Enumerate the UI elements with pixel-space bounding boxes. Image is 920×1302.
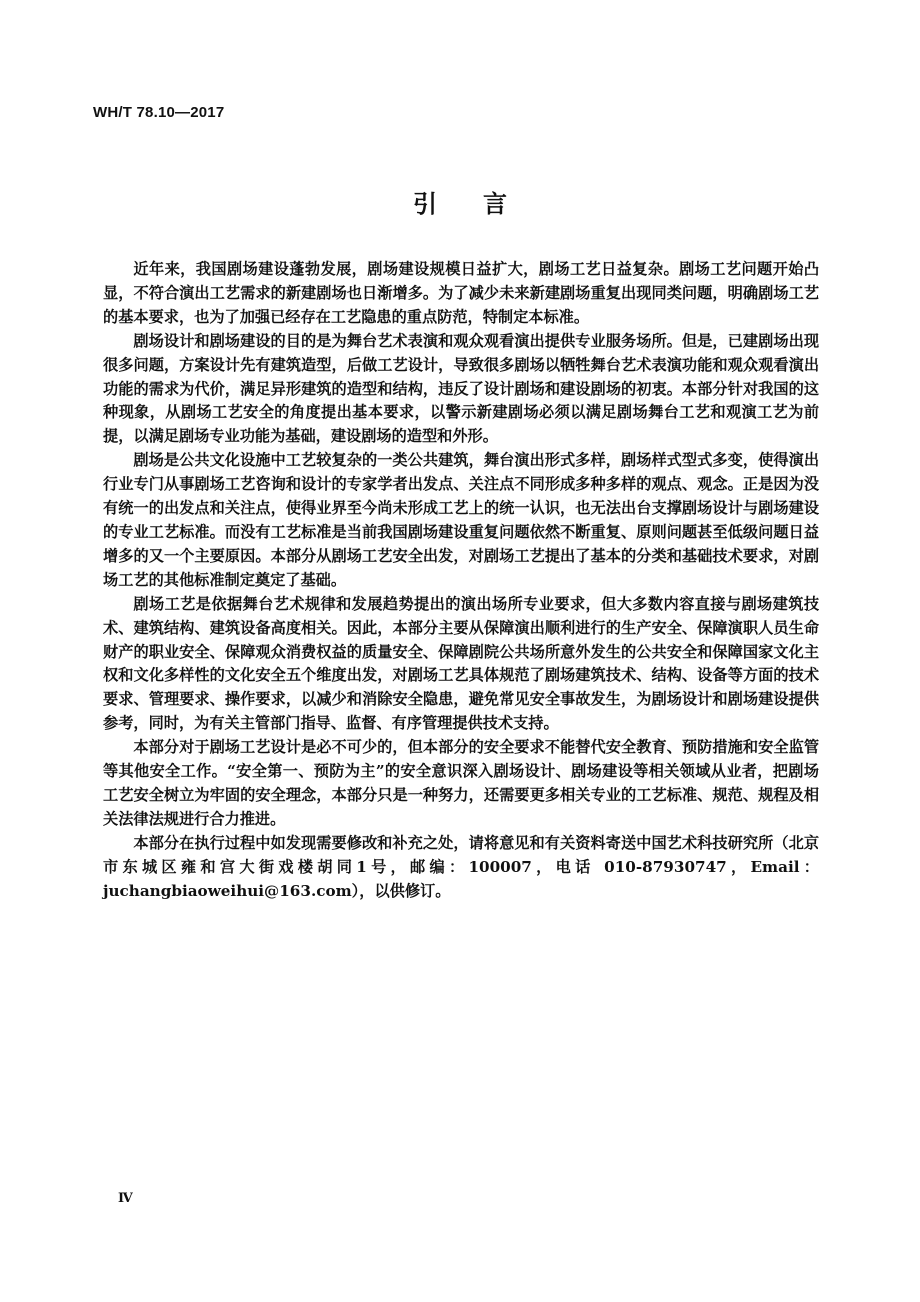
paragraph-6: 本部分在执行过程中如发现需要修改和补充之处，请将意见和有关资料寄送中国艺术科技研究所（北京市东城区雍和宫大街戏楼胡同1号，邮编：100007，电话 010-87930747，Email：juchangbiaoweihui@163.com），以供修订。 <box>103 833 819 900</box>
paragraph-4: 剧场工艺是依据舞台艺术规律和发展趋势提出的演出场所专业要求，但大多数内容直接与剧场建筑技术、建筑结构、建筑设备高度相关。因此，本部分主要从保障演出顺利进行的生产安全、保障演职人员生命财产的职业安全、保障观众消费权益的质量安全、保障剧院公共场所意外发生的公共安全和保障国家文化主权和文化多样性的文化安全五个维度出发，对剧场工艺具体规范了剧场建筑技术、结构、设备等方面的技术要求、管理要求、操作要求，以减少和消除安全隐患，避免常见安全事故发生，为剧场设计和剧场建设提供参考，同时，为有关主管部门指导、监督、有序管理提供技术支持。 <box>103 594 819 733</box>
paragraph-1: 近年来，我国剧场建设蓬勃发展，剧场建设规模日益扩大，剧场工艺日益复杂。剧场工艺问题开始凸显，不符合演出工艺需求的新建剧场也日渐增多。为了减少未来新建剧场重复出现同类问题，明确剧场工艺的基本要求，也为了加强已经存在工艺隐患的重点防范，特制定本标准。 <box>103 260 819 326</box>
page-title: 引言 <box>413 190 553 218</box>
standard-code: WH/T 78.10—2017 <box>93 104 225 121</box>
paragraph-3: 剧场是公共文化设施中工艺较复杂的一类公共建筑，舞台演出形式多样，剧场样式型式多变，使得演出行业专门从事剧场工艺咨询和设计的专家学者出发点、关注点不同形成多种多样的观点、观念。正是因为没有统一的出发点和关注点，使得业界至今尚未形成工艺上的统一认识，也无法出台支撑剧场设计与剧场建设的专业工艺标准。而没有工艺标准是当前我国剧场建设重复问题依然不断重复、原则问题甚至低级问题日益增多的又一个主要原因。本部分从剧场工艺安全出发，对剧场工艺提出了基本的分类和基础技术要求，对剧场工艺的其他标准制定奠定了基础。 <box>103 451 819 589</box>
document-body <box>103 258 819 903</box>
page-number: Ⅳ <box>118 1190 133 1205</box>
paragraph-2: 剧场设计和剧场建设的目的是为舞台艺术表演和观众观看演出提供专业服务场所。但是，已建剧场出现很多问题，方案设计先有建筑造型，后做工艺设计，导致很多剧场以牺牲舞台艺术表演功能和观众观看演出功能的需求为代价，满足异形建筑的造型和结构，违反了设计剧场和建设剧场的初衷。本部分针对我国的这种现象，从剧场工艺安全的角度提出基本要求，以警示新建剧场必须以满足剧场舞台工艺和观演工艺为前提，以满足剧场专业功能为基础，建设剧场的造型和外形。 <box>103 331 819 446</box>
paragraph-5: 本部分对于剧场工艺设计是必不可少的，但本部分的安全要求不能替代安全教育、预防措施和安全监管等其他安全工作。“安全第一、预防为主”的安全意识深入剧场设计、剧场建设等相关领域从业者，把剧场工艺安全树立为牢固的安全理念，本部分只是一种努力，还需要更多相关专业的工艺标准、规范、规程及相关法律法规进行合力推进。 <box>103 738 819 828</box>
